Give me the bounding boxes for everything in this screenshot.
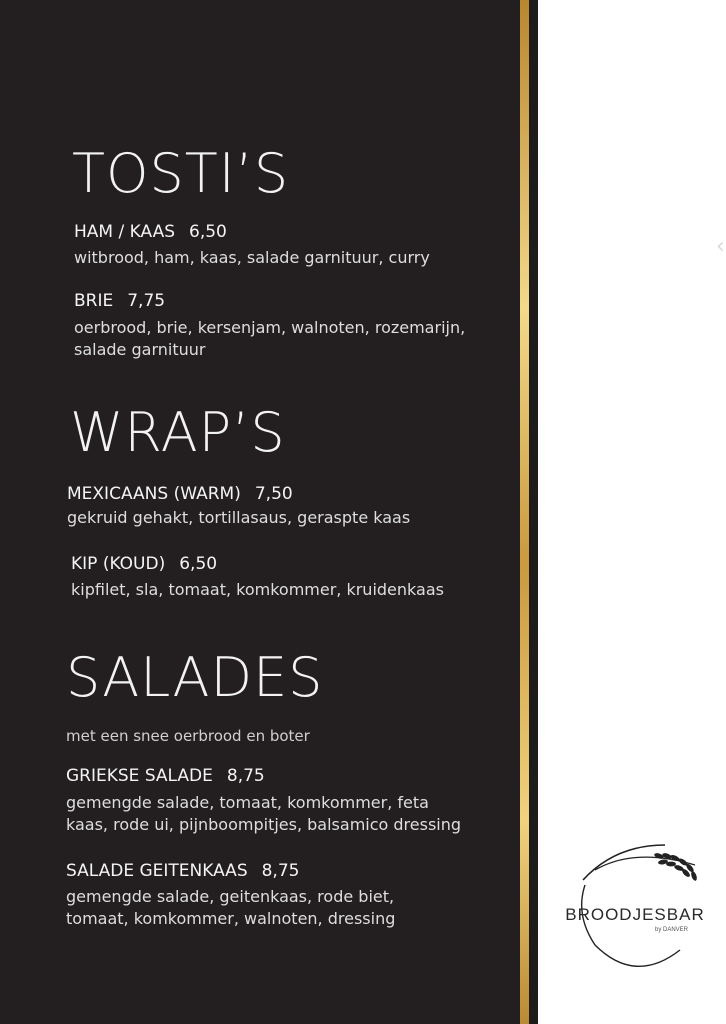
item-price: 8,75: [226, 766, 265, 786]
item-price: 8,75: [261, 861, 300, 881]
item-name: SALADE GEITENKAAS: [66, 861, 248, 881]
menu-item-description: witbrood, ham, kaas, salade garnituur, curry: [74, 248, 430, 267]
item-name: KIP (KOUD): [71, 554, 166, 574]
menu-item-description: kipfilet, sla, tomaat, komkommer, kruidenkaas: [71, 580, 444, 599]
section-heading-tostis: TOSTI’S: [72, 142, 290, 205]
menu-item-title: [74, 290, 165, 312]
item-price: 6,50: [189, 222, 227, 242]
menu-item-title: [66, 860, 299, 882]
gold-divider: [520, 0, 529, 1024]
item-price: 6,50: [179, 554, 218, 574]
menu-item-description: gemengde salade, tomaat, komkommer, feta kaas, rode ui, pijnboompitjes, balsamico dressing: [66, 793, 462, 834]
item-name: HAM / KAAS: [74, 222, 175, 242]
section-note: met een snee oerbrood en boter: [66, 727, 310, 745]
dark-divider: [529, 0, 538, 1024]
menu-item-title: [71, 553, 217, 575]
item-price: 7,50: [254, 484, 293, 504]
menu-item-title: [67, 483, 293, 505]
logo-subtitle: by DANVER: [655, 927, 689, 933]
item-name: GRIEKSE SALADE: [66, 766, 213, 786]
item-name: BRIE: [74, 291, 114, 311]
menu-item-description: gekruid gehakt, tortillasaus, geraspte kaas: [67, 508, 411, 527]
section-heading-salades: SALADES: [66, 646, 324, 709]
wheat-icon: [583, 845, 698, 882]
item-price: 7,75: [127, 291, 166, 311]
section-heading-wraps: WRAP’S: [70, 401, 286, 464]
logo-name: BROODJESBAR: [565, 905, 705, 924]
menu-item-title: [74, 221, 227, 243]
menu-item-description: gemengde salade, geitenkaas, rode biet, tomaat, komkommer, walnoten, dressing: [66, 887, 396, 928]
menu-item-title: [66, 765, 265, 787]
menu-item-description: oerbrood, brie, kersenjam, walnoten, rozemarijn, salade garnituur: [74, 318, 466, 359]
item-name: MEXICAANS (WARM): [67, 484, 241, 504]
page-edge-mark: ‹: [716, 234, 725, 259]
